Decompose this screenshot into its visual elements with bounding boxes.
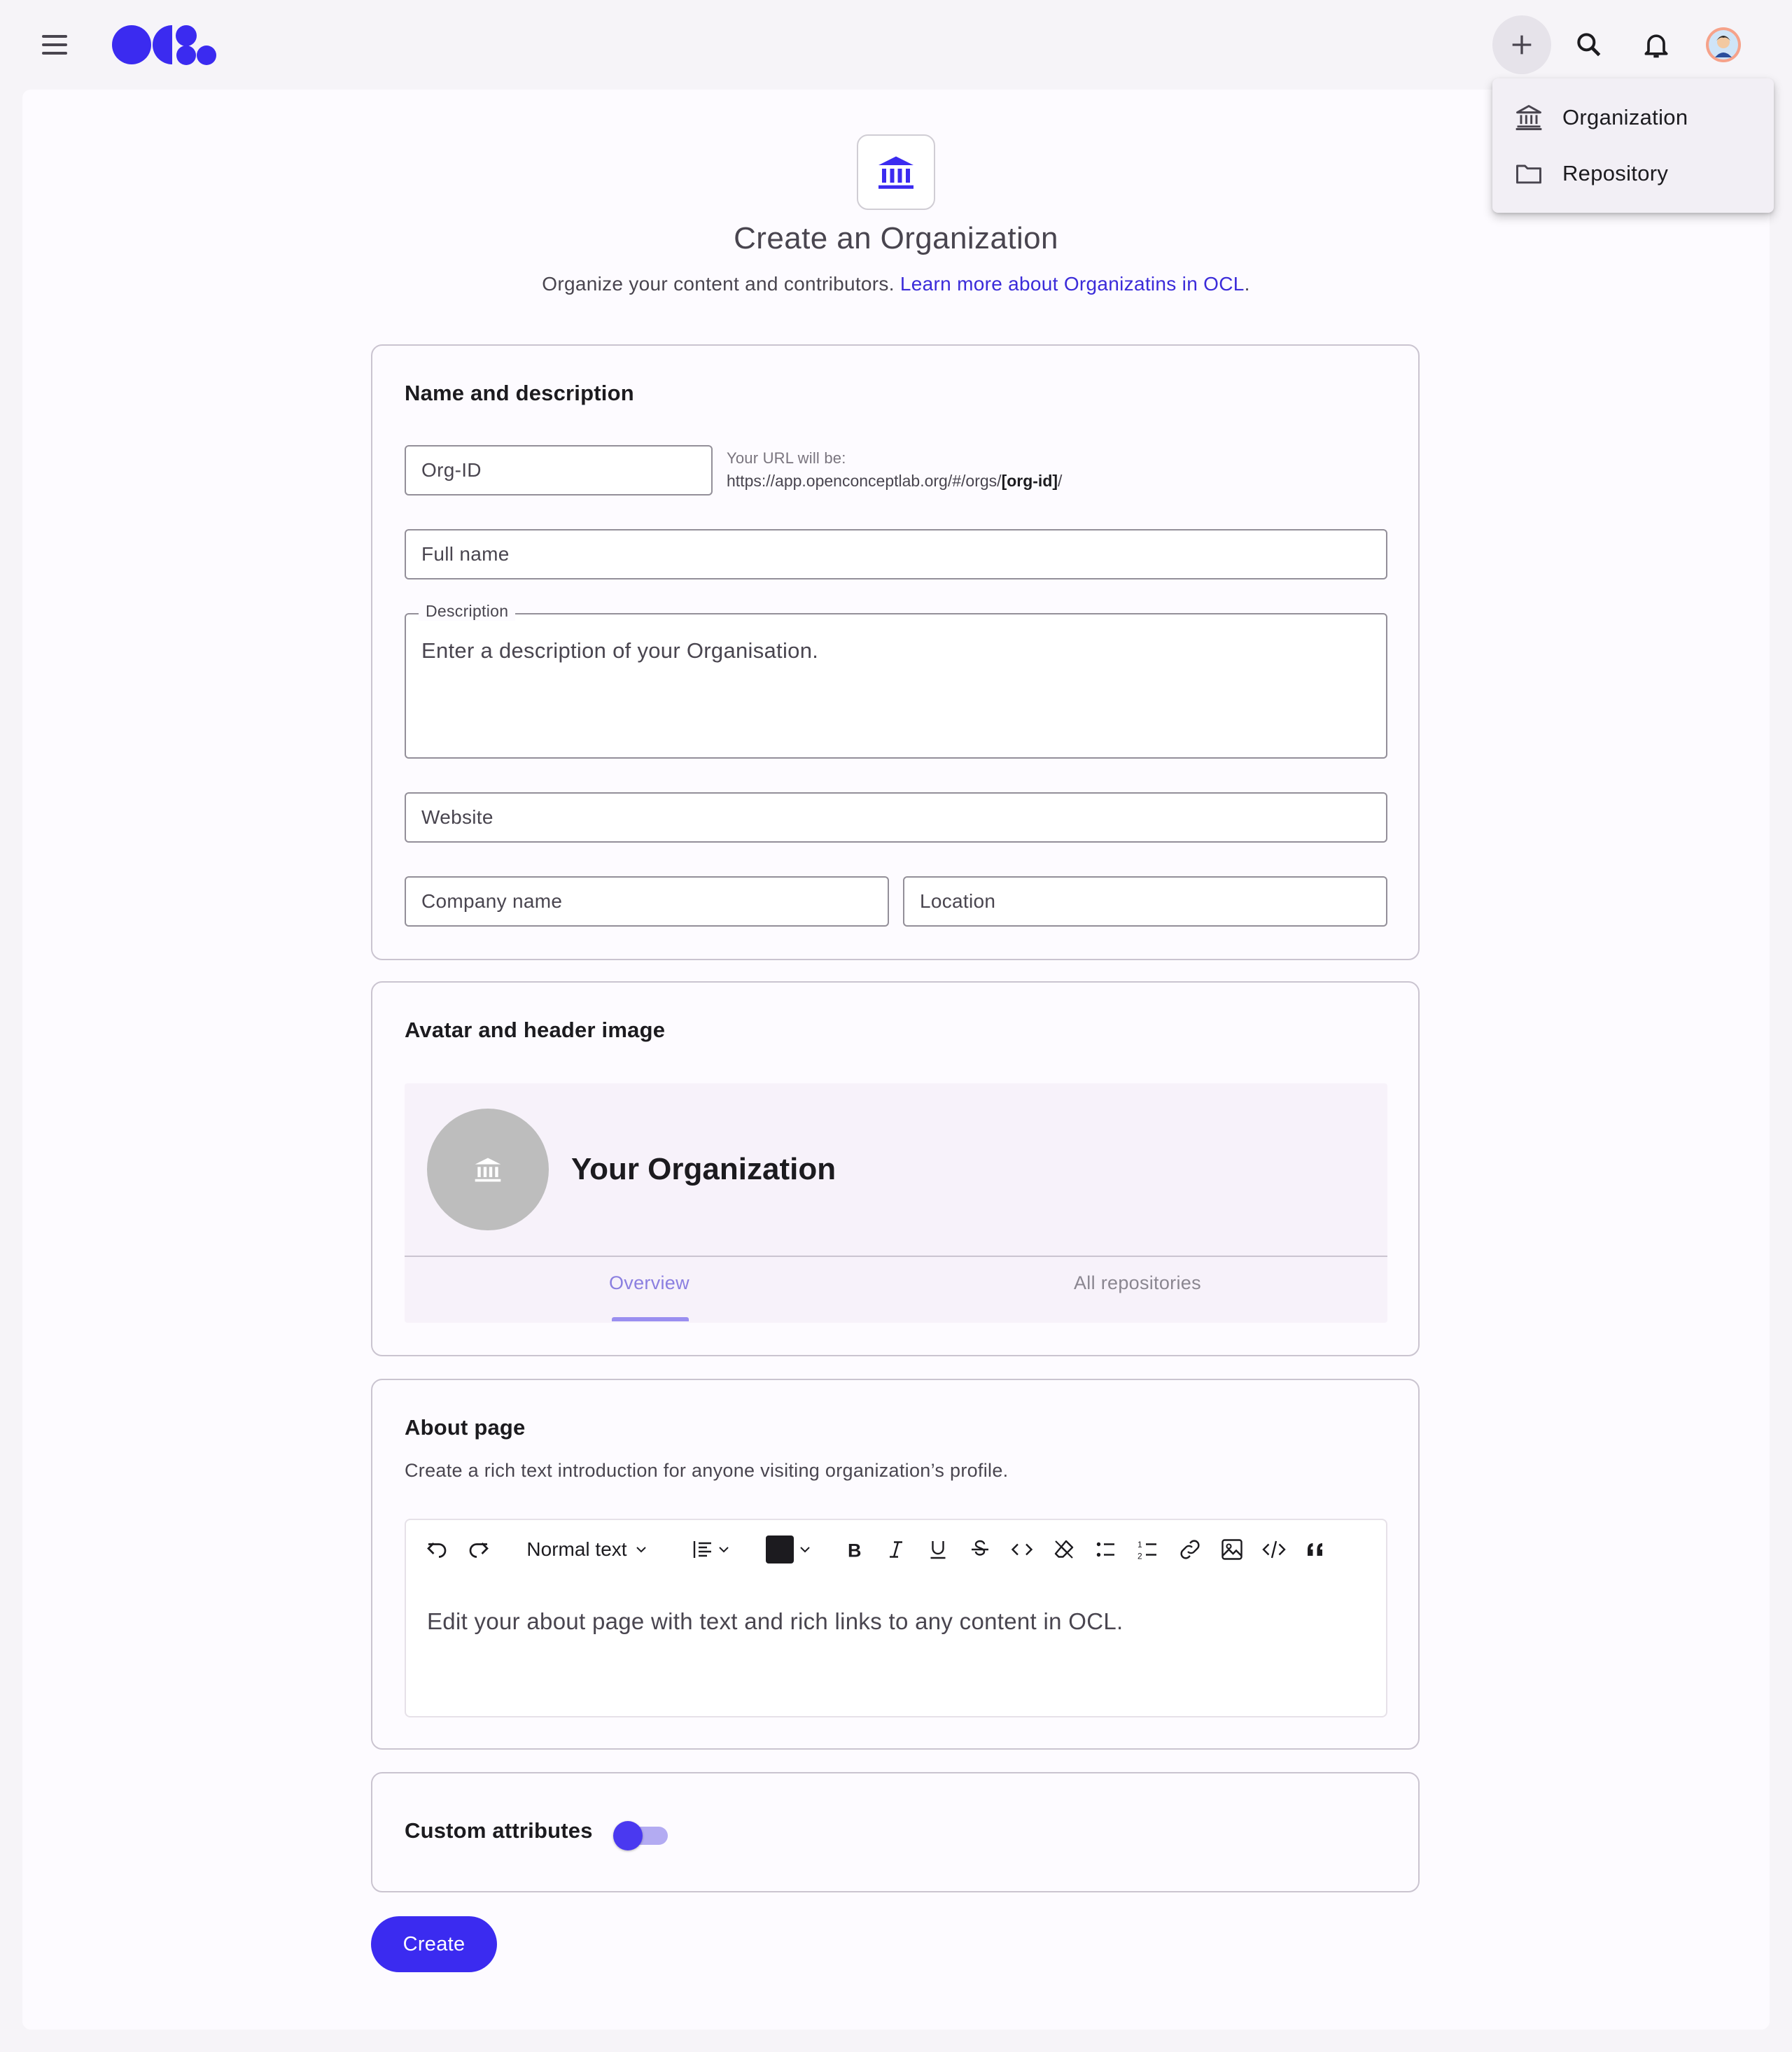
- menu-item-label: Repository: [1562, 161, 1669, 185]
- svg-text:B: B: [848, 1540, 862, 1561]
- code-block-icon: [1261, 1537, 1287, 1562]
- page-subtitle: [0, 273, 1792, 295]
- toggle-thumb: [613, 1821, 643, 1850]
- add-button[interactable]: [1492, 15, 1551, 74]
- editor-toolbar: [406, 1520, 1386, 1579]
- bullet-list-button[interactable]: [1089, 1533, 1123, 1566]
- section-title: Custom attributes: [405, 1818, 593, 1843]
- user-avatar-icon: [1705, 27, 1742, 63]
- menu-item-repository[interactable]: [1492, 146, 1774, 202]
- italic-icon: [883, 1537, 909, 1562]
- full-name-input[interactable]: [405, 529, 1387, 579]
- menu-item-organization[interactable]: [1492, 90, 1774, 146]
- section-title: About page: [405, 1415, 526, 1440]
- page-title: Create an Organization: [734, 221, 1058, 255]
- link-icon: [1177, 1537, 1203, 1562]
- url-hint: Your URL will be:: [727, 449, 846, 467]
- tab-overview[interactable]: Overview: [609, 1272, 690, 1293]
- bank-icon: [472, 1154, 503, 1185]
- quote-button[interactable]: [1299, 1533, 1333, 1566]
- quote-icon: [1303, 1537, 1329, 1562]
- plus-icon: [1508, 31, 1536, 59]
- numbered-list-icon: [1135, 1537, 1161, 1562]
- rich-text-editor: [405, 1519, 1387, 1717]
- org-avatar-placeholder[interactable]: [427, 1109, 549, 1230]
- svg-text:2: 2: [1138, 1551, 1142, 1561]
- create-menu: [1492, 78, 1774, 213]
- align-left-icon: [690, 1537, 715, 1562]
- bank-icon: [875, 151, 917, 193]
- redo-button[interactable]: [462, 1533, 496, 1566]
- website-input[interactable]: [405, 792, 1387, 843]
- undo-button[interactable]: [420, 1533, 454, 1566]
- image-icon: [1219, 1537, 1245, 1562]
- active-tab-indicator: [612, 1317, 689, 1321]
- link-button[interactable]: [1173, 1533, 1207, 1566]
- align-select[interactable]: [683, 1533, 739, 1566]
- strikethrough-icon: [967, 1537, 993, 1562]
- eraser-icon: [1051, 1537, 1077, 1562]
- editor-content[interactable]: Edit your about page with text and rich links to any content in OCL.: [427, 1608, 1124, 1634]
- bank-icon: [1513, 102, 1544, 133]
- user-avatar[interactable]: [1694, 15, 1753, 74]
- name-description-section: [371, 344, 1420, 960]
- strikethrough-button[interactable]: [963, 1533, 997, 1566]
- org-name-preview: Your Organization: [571, 1152, 836, 1186]
- bold-button[interactable]: [837, 1533, 871, 1566]
- location-input[interactable]: [903, 876, 1387, 927]
- tab-all-repositories[interactable]: All repositories: [1074, 1272, 1201, 1293]
- custom-attributes-toggle[interactable]: [613, 1820, 669, 1850]
- clear-formatting-button[interactable]: [1047, 1533, 1081, 1566]
- section-title: Avatar and header image: [405, 1018, 666, 1042]
- url-prefix: https://app.openconceptlab.org/#/orgs/: [727, 472, 1002, 490]
- chevron-down-icon: [797, 1541, 813, 1558]
- description-label: Description: [419, 602, 515, 621]
- section-title: Name and description: [405, 381, 634, 405]
- color-swatch: [766, 1536, 794, 1563]
- about-page-section: [371, 1379, 1420, 1750]
- custom-attributes-section: [371, 1772, 1420, 1892]
- description-placeholder: Enter a description of your Organisation.: [421, 638, 819, 663]
- org-id-input[interactable]: [405, 445, 713, 496]
- learn-more-link[interactable]: Learn more about Organizatins in OCL: [899, 273, 1245, 295]
- menu-item-label: Organization: [1562, 105, 1688, 129]
- avatar-header-section: [371, 981, 1420, 1356]
- company-placeholder: Company name: [421, 890, 563, 912]
- description-textarea[interactable]: [405, 602, 1387, 759]
- chevron-down-icon: [715, 1541, 732, 1558]
- section-description: Create a rich text introduction for anyone visiting organization’s profile.: [405, 1460, 1009, 1481]
- search-button[interactable]: [1560, 15, 1618, 74]
- top-app-bar: [0, 0, 1792, 90]
- folder-icon: [1513, 158, 1544, 189]
- text-style-value: Normal text: [526, 1538, 627, 1560]
- ocl-logo[interactable]: [111, 24, 230, 66]
- url-preview: [727, 472, 1062, 491]
- org-id-placeholder: Org-ID: [421, 459, 482, 481]
- create-button[interactable]: Create: [371, 1916, 497, 1972]
- subtitle-period: .: [1244, 273, 1250, 295]
- url-token: [org-id]: [1001, 472, 1058, 490]
- search-icon: [1574, 29, 1604, 60]
- underline-button[interactable]: [921, 1533, 955, 1566]
- notifications-button[interactable]: [1627, 15, 1686, 74]
- text-style-select[interactable]: [518, 1533, 658, 1566]
- hamburger-menu-icon[interactable]: [34, 27, 78, 63]
- underline-icon: [925, 1537, 951, 1562]
- svg-text:1: 1: [1138, 1540, 1142, 1549]
- website-placeholder: Website: [421, 806, 493, 828]
- image-button[interactable]: [1215, 1533, 1249, 1566]
- text-color-select[interactable]: [762, 1533, 818, 1566]
- company-name-input[interactable]: [405, 876, 889, 927]
- org-header-preview: [405, 1083, 1387, 1323]
- chevron-down-icon: [633, 1541, 650, 1558]
- full-name-placeholder: Full name: [421, 543, 510, 565]
- divider: [405, 1256, 1387, 1257]
- code-icon: [1009, 1537, 1035, 1562]
- bell-icon: [1641, 29, 1672, 60]
- bold-icon: [841, 1537, 867, 1562]
- location-placeholder: Location: [920, 890, 996, 912]
- redo-icon: [466, 1537, 491, 1562]
- italic-button[interactable]: [879, 1533, 913, 1566]
- subtitle-text: Organize your content and contributors.: [542, 273, 895, 295]
- bullet-list-icon: [1093, 1537, 1119, 1562]
- code-block-button[interactable]: [1257, 1533, 1291, 1566]
- undo-icon: [424, 1537, 449, 1562]
- url-suffix: /: [1058, 472, 1063, 490]
- inline-code-button[interactable]: [1005, 1533, 1039, 1566]
- organization-icon-box: [857, 134, 935, 210]
- numbered-list-button[interactable]: [1131, 1533, 1165, 1566]
